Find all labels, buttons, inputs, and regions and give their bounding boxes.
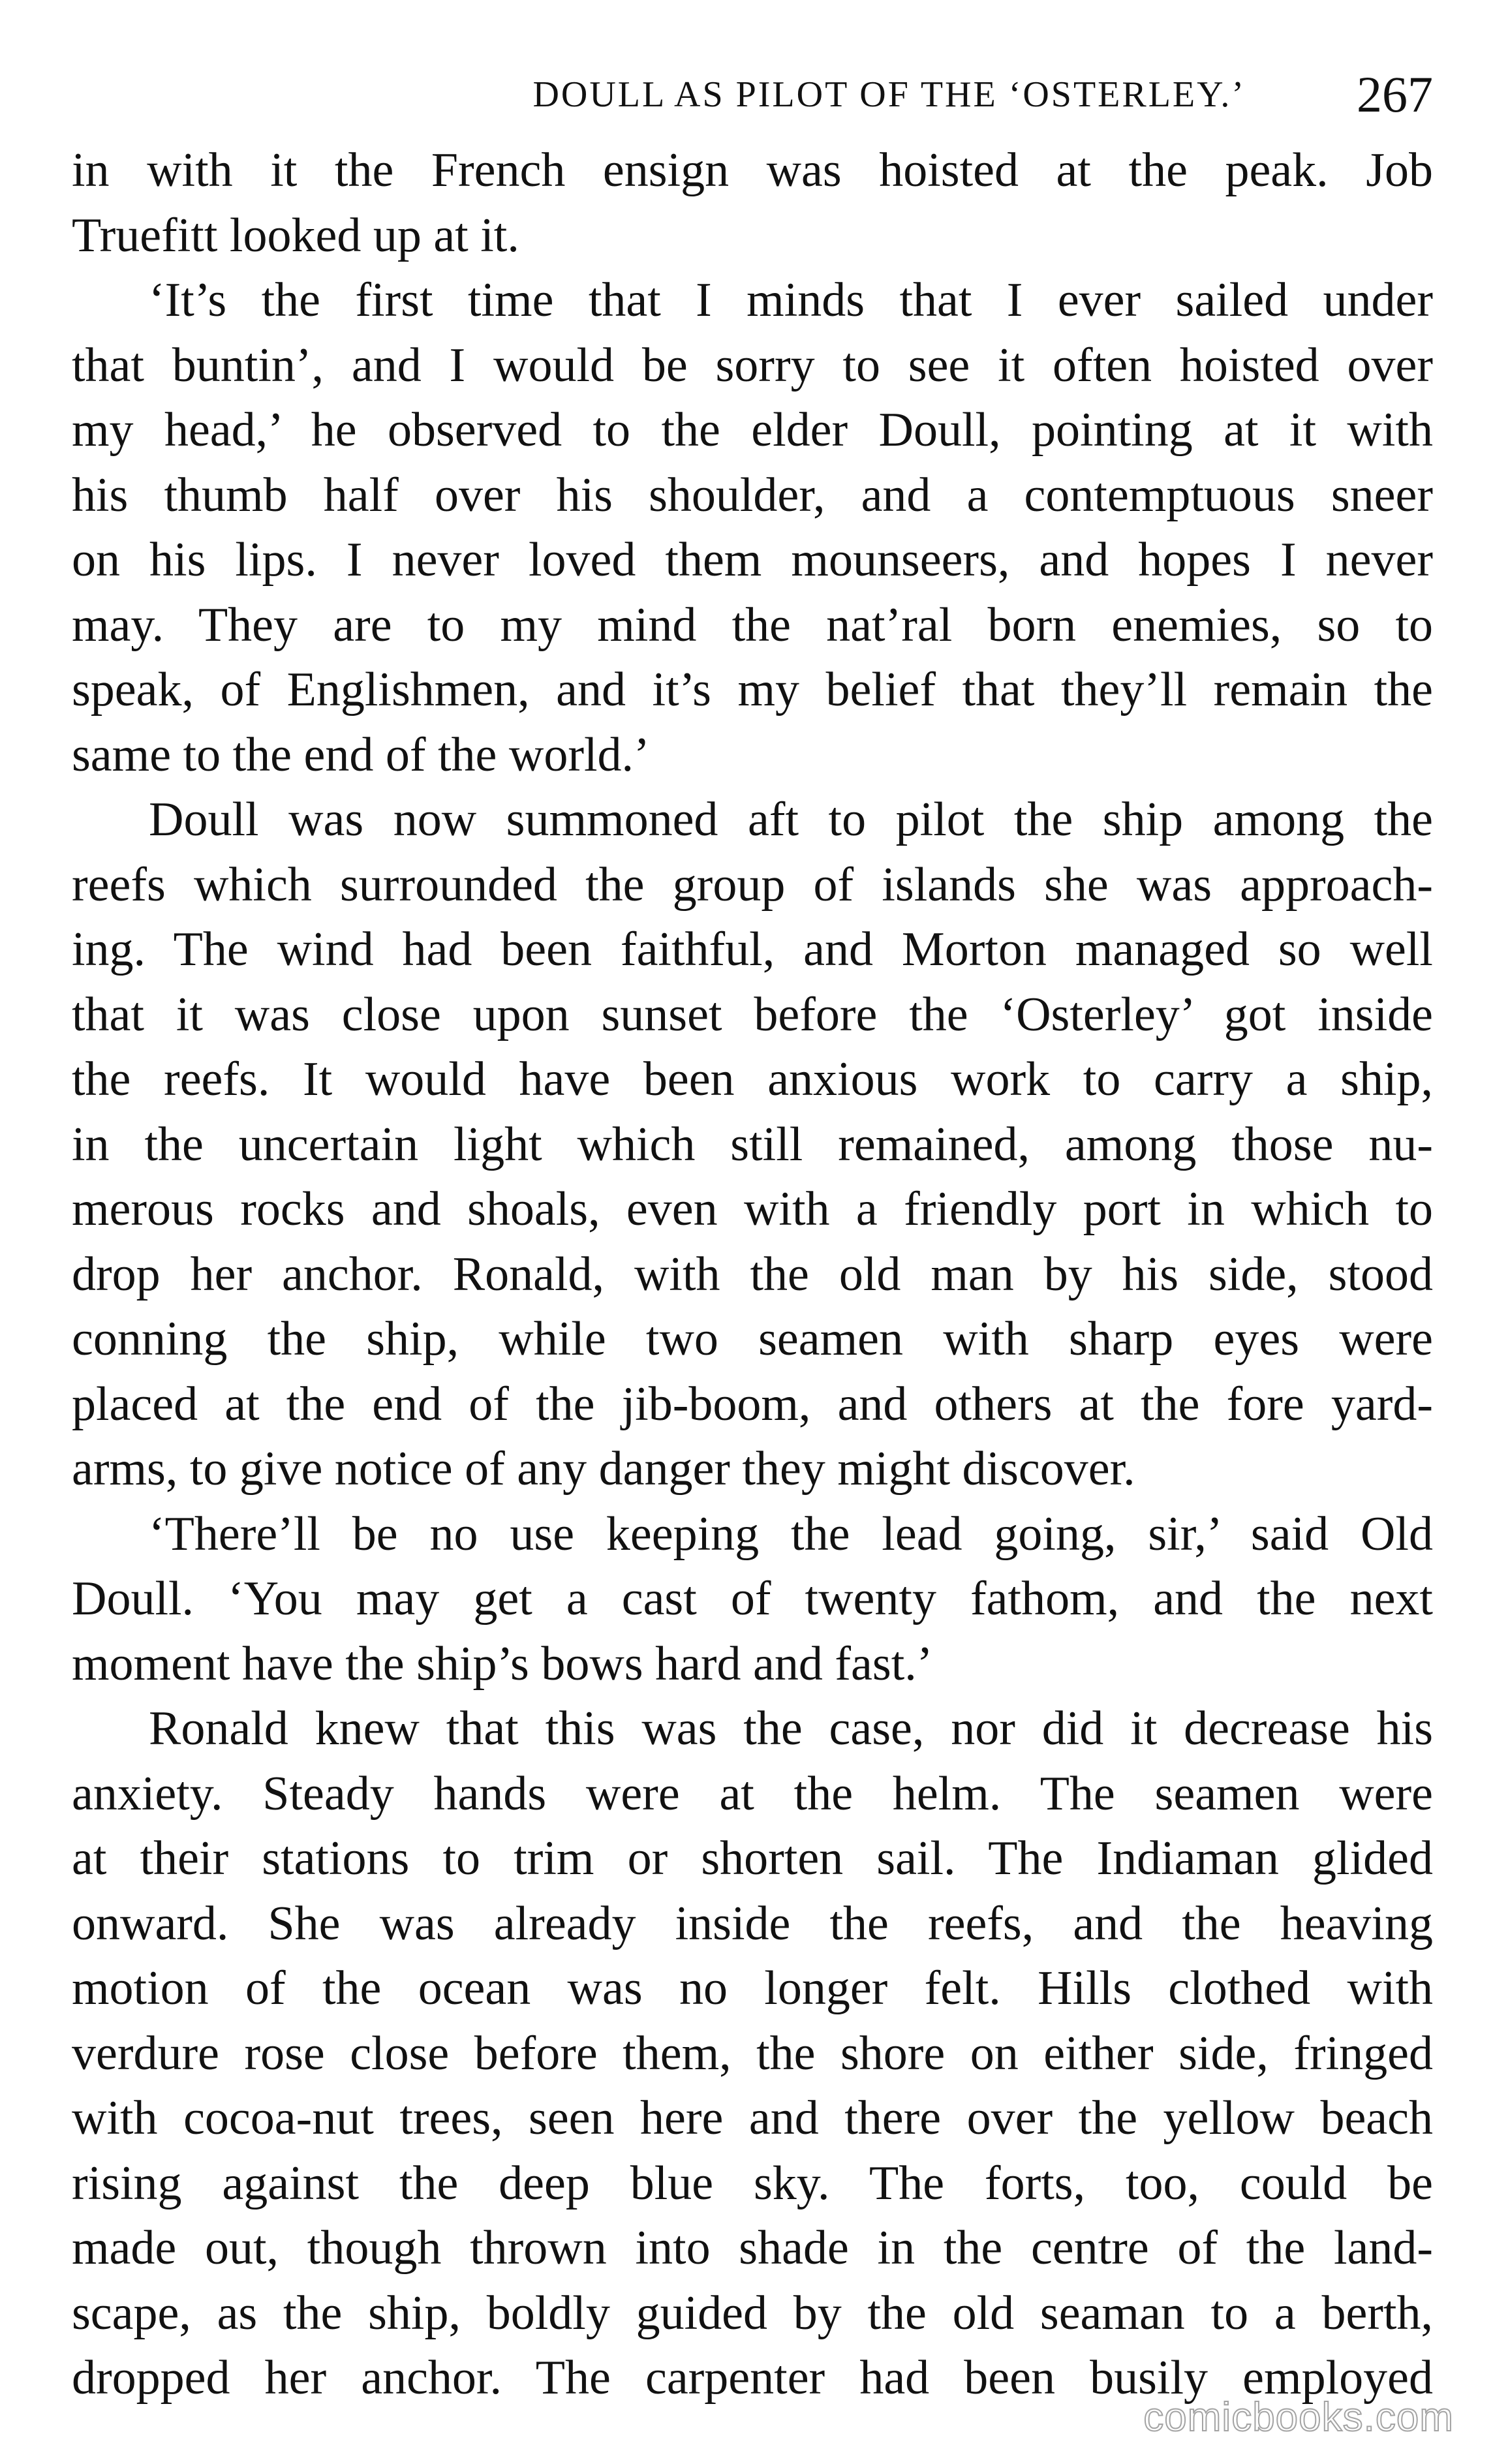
text-line: dropped her anchor. The carpenter had been busily employed <box>72 2351 1433 2405</box>
text-line: his thumb half over his shoulder, and a contemptuous sneer <box>72 468 1433 522</box>
text-line: reefs which surrounded the group of islands she was approach- <box>72 857 1433 912</box>
text-line: on his lips. I never loved them mounseers, and hopes I never <box>72 533 1433 587</box>
text-line: Ronald knew that this was the case, nor did it decrease his <box>149 1702 1433 1755</box>
text-line: my head,’ he observed to the elder Doull, pointing at it with <box>72 403 1433 457</box>
text-line: drop her anchor. Ronald, with the old man by his side, stood <box>72 1247 1433 1301</box>
watermark: comicbooks.com <box>1143 2395 1454 2440</box>
text-line: conning the ship, while two seamen with sharp eyes were <box>72 1312 1433 1366</box>
text-line: onward. She was already inside the reefs, and the heaving <box>72 1896 1433 1950</box>
text-line: ‘There’ll be no use keeping the lead going, sir,’ said Old <box>149 1507 1433 1561</box>
text-line: scape, as the ship, boldly guided by the old seaman to a berth, <box>72 2286 1433 2340</box>
text-line: in the uncertain light which still remained, among those nu- <box>72 1117 1433 1171</box>
text-line: verdure rose close before them, the shore on either side, fringed <box>72 2026 1433 2080</box>
text-line: in with it the French ensign was hoisted at the peak. Job <box>72 144 1433 197</box>
running-title: DOULL AS PILOT OF THE ‘OSTERLEY.’ <box>532 74 1246 115</box>
text-line: placed at the end of the jib-boom, and others at the fore yard- <box>72 1377 1433 1431</box>
text-line: ‘It’s the first time that I minds that I ever sailed under <box>149 273 1433 327</box>
text-line: speak, of Englishmen, and it’s my belief that they’ll remain the <box>72 663 1433 716</box>
text-line: with cocoa-nut trees, seen here and there over the yellow beach <box>72 2091 1433 2145</box>
text-line: Truefitt looked up at it. <box>72 208 519 262</box>
text-line: arms, to give notice of any danger they might discover. <box>72 1442 1135 1496</box>
text-line: same to the end of the world.’ <box>72 728 650 782</box>
running-head <box>72 59 1433 131</box>
body-text <box>72 138 1433 2411</box>
text-line: Doull was now summoned aft to pilot the ship among the <box>149 793 1433 846</box>
text-line: rising against the deep blue sky. The forts, too, could be <box>72 2156 1433 2210</box>
text-line: moment have the ship’s bows hard and fast.’ <box>72 1637 933 1691</box>
text-line: ing. The wind had been faithful, and Morton managed so well <box>72 923 1433 976</box>
text-line: made out, though thrown into shade in the centre of the land- <box>72 2221 1433 2275</box>
text-line: that it was close upon sunset before the ‘Osterley’ got inside <box>72 987 1433 1041</box>
text-line: the reefs. It would have been anxious work to carry a ship, <box>72 1053 1433 1106</box>
page-number: 267 <box>1357 66 1433 123</box>
text-line: at their stations to trim or shorten sail. The Indiaman glided <box>72 1832 1433 1885</box>
text-line: may. They are to my mind the nat’ral born enemies, so to <box>72 598 1433 652</box>
text-line: motion of the ocean was no longer felt. Hills clothed with <box>72 1962 1433 2015</box>
text-line: Doull. ‘You may get a cast of twenty fathom, and the next <box>72 1572 1433 1625</box>
text-line: merous rocks and shoals, even with a friendly port in which to <box>72 1182 1433 1236</box>
text-line: anxiety. Steady hands were at the helm. The seamen were <box>72 1766 1433 1821</box>
text-line: that buntin’, and I would be sorry to see it often hoisted over <box>72 338 1433 392</box>
